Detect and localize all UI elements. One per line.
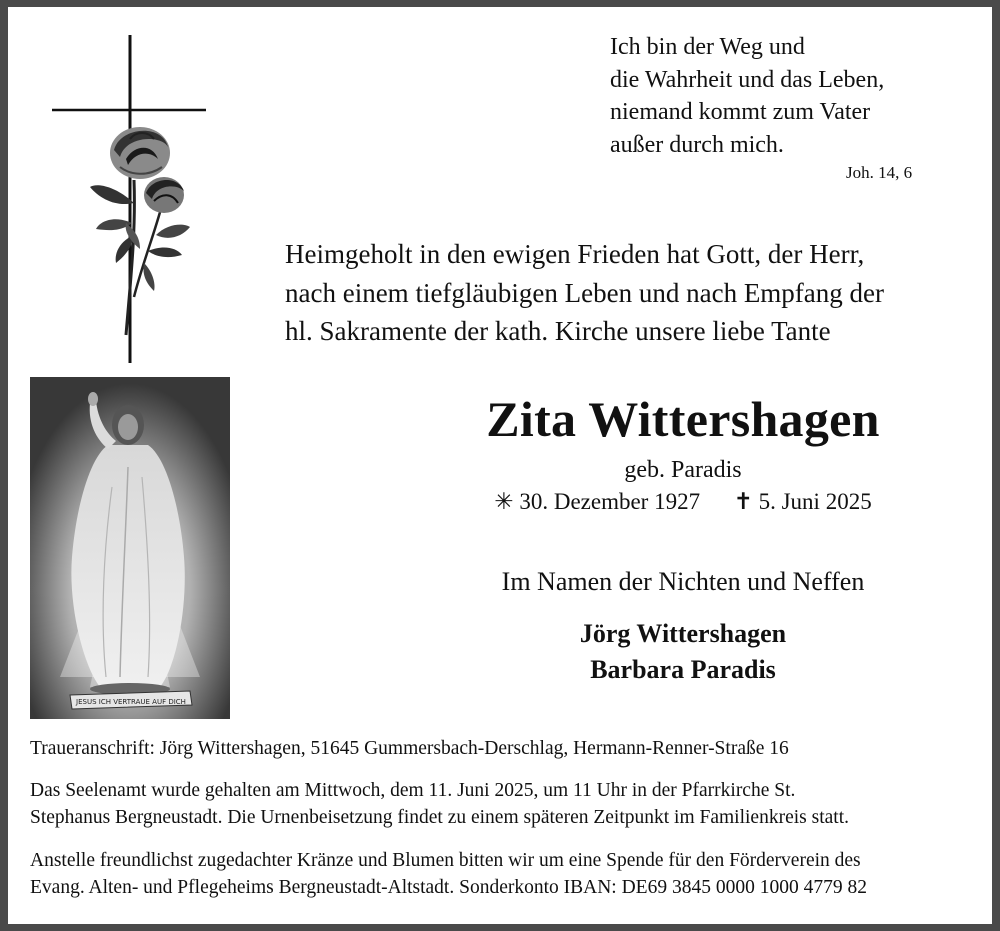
birth-name: geb. Paradis <box>624 457 742 483</box>
intro-line: Heimgeholt in den ewigen Frieden hat Gott, der Herr, <box>285 239 865 269</box>
bible-verse <box>610 31 970 161</box>
mourner-name: Barbara Paradis <box>590 655 776 684</box>
obituary-card <box>8 7 992 924</box>
verse-line: niemand kommt zum Vater <box>610 99 871 125</box>
cross-with-roses-icon <box>44 35 224 365</box>
donation-line: Anstelle freundlichst zugedachter Kränze und Blumen bitten wir um eine Spende für den Förderverein des <box>30 850 861 871</box>
picture-banner-text: JESUS ICH VERTRAUE AUF DICH <box>76 698 186 706</box>
verse-line: außer durch mich. <box>610 131 784 158</box>
intro-line: hl. Sakramente der kath. Kirche unsere liebe Tante <box>285 316 831 346</box>
service-info <box>30 777 980 831</box>
deceased-name: Zita Wittershagen <box>486 391 880 447</box>
death-date: 5. Juni 2025 <box>758 489 872 514</box>
donation-line: Evang. Alten- und Pflegeheims Bergneustadt-Altstadt. Sonderkonto IBAN: DE69 3845 0000 1000 4779 82 <box>30 877 867 898</box>
birth-date: 30. Dezember 1927 <box>519 489 701 514</box>
divine-mercy-picture <box>30 377 230 719</box>
death-cross-icon: ✝ <box>733 489 753 514</box>
intro-text <box>285 235 985 351</box>
mourning-address: Traueranschrift: Jörg Wittershagen, 51645 Gummersbach-Derschlag, Hermann-Renner-Straße 16 <box>30 738 789 759</box>
service-line: Das Seelenamt wurde gehalten am Mittwoch, dem 11. Juni 2025, um 11 Uhr in der Pfarrkirche St. <box>30 780 796 801</box>
intro-line: nach einem tiefgläubigen Leben und nach Empfang der <box>285 277 885 308</box>
life-dates <box>428 489 938 515</box>
mourner-name: Jörg Wittershagen <box>579 619 787 648</box>
mourners-intro: Im Namen der Nichten und Neffen <box>501 567 865 596</box>
service-line: Stephanus Bergneustadt. Die Urnenbeisetzung findet zu einem späteren Zeitpunkt im Familienkreis statt. <box>30 807 849 828</box>
verse-reference: Joh. 14, 6 <box>846 163 913 182</box>
birth-star-icon: ✳ <box>494 489 514 514</box>
donation-info <box>30 847 980 901</box>
verse-line: die Wahrheit und das Leben, <box>610 66 885 93</box>
verse-line: Ich bin der Weg und <box>610 34 805 60</box>
